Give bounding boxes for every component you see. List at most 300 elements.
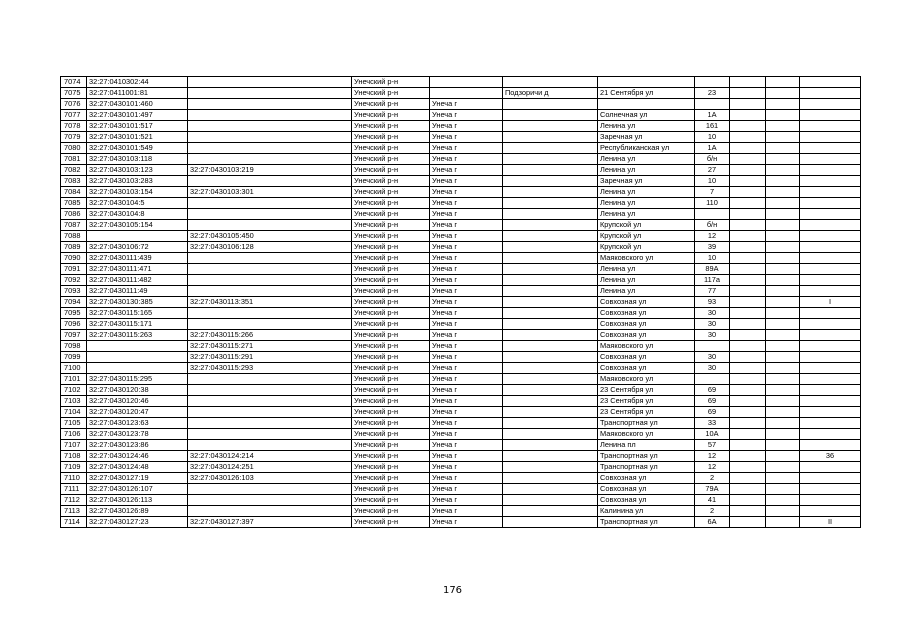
table-row — [61, 88, 861, 99]
table-row — [61, 374, 861, 385]
village-cell — [503, 187, 598, 198]
street-cell: Маяковского ул — [598, 341, 695, 352]
village-cell — [503, 220, 598, 231]
table-row — [61, 385, 861, 396]
extra-cell-2 — [766, 495, 800, 506]
extra-cell-3 — [800, 132, 861, 143]
row-number-cell: 7107 — [61, 440, 87, 451]
district-cell: Унечский р-н — [352, 165, 430, 176]
city-cell: Унеча г — [430, 297, 503, 308]
row-number-cell: 7075 — [61, 88, 87, 99]
extra-cell-2 — [766, 231, 800, 242]
city-cell: Унеча г — [430, 506, 503, 517]
extra-cell-1 — [730, 176, 766, 187]
cadastral-number-cell: 32:27:0430120:46 — [87, 396, 188, 407]
cadastral-number-cell: 32:27:0430115:295 — [87, 374, 188, 385]
city-cell: Унеча г — [430, 209, 503, 220]
street-cell: Совхозная ул — [598, 319, 695, 330]
house-number-cell: б/н — [695, 220, 730, 231]
cadastral-number-cell: 32:27:0430115:171 — [87, 319, 188, 330]
district-cell: Унечский р-н — [352, 198, 430, 209]
extra-cell-3 — [800, 286, 861, 297]
city-cell: Унеча г — [430, 99, 503, 110]
cadastral-number-cell: 32:27:0430101:549 — [87, 143, 188, 154]
extra-cell-3 — [800, 462, 861, 473]
extra-cell-3 — [800, 319, 861, 330]
street-cell: 23 Сентября ул — [598, 407, 695, 418]
parent-cadastral-cell — [188, 99, 352, 110]
district-cell: Унечский р-н — [352, 110, 430, 121]
house-number-cell: 2 — [695, 506, 730, 517]
row-number-cell: 7082 — [61, 165, 87, 176]
district-cell: Унечский р-н — [352, 319, 430, 330]
table-row — [61, 363, 861, 374]
city-cell: Унеча г — [430, 143, 503, 154]
extra-cell-1 — [730, 429, 766, 440]
extra-cell-2 — [766, 187, 800, 198]
house-number-cell: 30 — [695, 319, 730, 330]
village-cell — [503, 451, 598, 462]
extra-cell-2 — [766, 275, 800, 286]
street-cell: Совхозная ул — [598, 308, 695, 319]
extra-cell-2 — [766, 99, 800, 110]
parent-cadastral-cell: 32:27:0430115:291 — [188, 352, 352, 363]
district-cell: Унечский р-н — [352, 286, 430, 297]
table-row — [61, 440, 861, 451]
row-number-cell: 7095 — [61, 308, 87, 319]
cadastral-number-cell: 32:27:0411001:81 — [87, 88, 188, 99]
table-row — [61, 121, 861, 132]
row-number-cell: 7086 — [61, 209, 87, 220]
house-number-cell: 89А — [695, 264, 730, 275]
extra-cell-1 — [730, 264, 766, 275]
row-number-cell: 7094 — [61, 297, 87, 308]
table-row — [61, 506, 861, 517]
extra-cell-2 — [766, 264, 800, 275]
table-row — [61, 231, 861, 242]
house-number-cell: 93 — [695, 297, 730, 308]
table-row — [61, 429, 861, 440]
extra-cell-1 — [730, 484, 766, 495]
house-number-cell: 10 — [695, 176, 730, 187]
parent-cadastral-cell — [188, 374, 352, 385]
table-row — [61, 517, 861, 528]
parent-cadastral-cell — [188, 121, 352, 132]
house-number-cell: 57 — [695, 440, 730, 451]
district-cell: Унечский р-н — [352, 451, 430, 462]
extra-cell-2 — [766, 429, 800, 440]
district-cell: Унечский р-н — [352, 396, 430, 407]
house-number-cell: 1А — [695, 110, 730, 121]
district-cell: Унечский р-н — [352, 352, 430, 363]
page-number: 176 — [442, 585, 463, 596]
table-row — [61, 352, 861, 363]
extra-cell-1 — [730, 209, 766, 220]
district-cell: Унечский р-н — [352, 275, 430, 286]
row-number-cell: 7109 — [61, 462, 87, 473]
street-cell: Крупской ул — [598, 242, 695, 253]
district-cell: Унечский р-н — [352, 385, 430, 396]
parent-cadastral-cell: 32:27:0430106:128 — [188, 242, 352, 253]
village-cell — [503, 418, 598, 429]
extra-cell-3 — [800, 209, 861, 220]
house-number-cell: 12 — [695, 462, 730, 473]
village-cell — [503, 154, 598, 165]
cadastral-number-cell: 32:27:0430103:154 — [87, 187, 188, 198]
district-cell: Унечский р-н — [352, 242, 430, 253]
city-cell: Унеча г — [430, 264, 503, 275]
extra-cell-3 — [800, 121, 861, 132]
street-cell: Ленина ул — [598, 198, 695, 209]
city-cell: Унеча г — [430, 484, 503, 495]
extra-cell-1 — [730, 451, 766, 462]
street-cell: Транспортная ул — [598, 462, 695, 473]
district-cell: Унечский р-н — [352, 473, 430, 484]
village-cell — [503, 341, 598, 352]
street-cell: Маяковского ул — [598, 429, 695, 440]
extra-cell-2 — [766, 77, 800, 88]
cadastral-number-cell: 32:27:0430111:471 — [87, 264, 188, 275]
table-row — [61, 275, 861, 286]
extra-cell-2 — [766, 88, 800, 99]
village-cell — [503, 429, 598, 440]
row-number-cell: 7080 — [61, 143, 87, 154]
extra-cell-2 — [766, 407, 800, 418]
city-cell: Унеча г — [430, 396, 503, 407]
cadastral-number-cell: 32:27:0430123:86 — [87, 440, 188, 451]
house-number-cell — [695, 99, 730, 110]
street-cell: Совхозная ул — [598, 495, 695, 506]
street-cell: Республиканская ул — [598, 143, 695, 154]
extra-cell-1 — [730, 517, 766, 528]
row-number-cell: 7096 — [61, 319, 87, 330]
parent-cadastral-cell: 32:27:0430124:251 — [188, 462, 352, 473]
extra-cell-1 — [730, 506, 766, 517]
district-cell: Унечский р-н — [352, 330, 430, 341]
cadastral-number-cell: 32:27:0430130:385 — [87, 297, 188, 308]
row-number-cell: 7090 — [61, 253, 87, 264]
district-cell: Унечский р-н — [352, 407, 430, 418]
city-cell: Унеча г — [430, 286, 503, 297]
extra-cell-1 — [730, 275, 766, 286]
village-cell — [503, 319, 598, 330]
village-cell — [503, 363, 598, 374]
district-cell: Унечский р-н — [352, 143, 430, 154]
extra-cell-3 — [800, 77, 861, 88]
table-row — [61, 418, 861, 429]
parent-cadastral-cell — [188, 264, 352, 275]
extra-cell-3: I — [800, 297, 861, 308]
cadastral-number-cell: 32:27:0430103:118 — [87, 154, 188, 165]
row-number-cell: 7092 — [61, 275, 87, 286]
extra-cell-3 — [800, 264, 861, 275]
parent-cadastral-cell — [188, 253, 352, 264]
village-cell — [503, 121, 598, 132]
house-number-cell: 10А — [695, 429, 730, 440]
extra-cell-2 — [766, 473, 800, 484]
extra-cell-3 — [800, 231, 861, 242]
table-row — [61, 330, 861, 341]
parent-cadastral-cell — [188, 77, 352, 88]
district-cell: Унечский р-н — [352, 495, 430, 506]
parent-cadastral-cell — [188, 275, 352, 286]
street-cell: 23 Сентября ул — [598, 396, 695, 407]
extra-cell-3 — [800, 473, 861, 484]
table-row — [61, 110, 861, 121]
district-cell: Унечский р-н — [352, 176, 430, 187]
extra-cell-3 — [800, 308, 861, 319]
table-row — [61, 253, 861, 264]
street-cell: Маяковского ул — [598, 374, 695, 385]
city-cell: Унеча г — [430, 132, 503, 143]
cadastral-number-cell: 32:27:0430120:38 — [87, 385, 188, 396]
village-cell — [503, 176, 598, 187]
street-cell: Совхозная ул — [598, 473, 695, 484]
table-row — [61, 264, 861, 275]
village-cell — [503, 330, 598, 341]
house-number-cell: б/н — [695, 154, 730, 165]
row-number-cell: 7085 — [61, 198, 87, 209]
table-row — [61, 308, 861, 319]
street-cell: Совхозная ул — [598, 363, 695, 374]
extra-cell-3 — [800, 495, 861, 506]
row-number-cell: 7111 — [61, 484, 87, 495]
table-row — [61, 220, 861, 231]
house-number-cell: 10 — [695, 253, 730, 264]
cadastral-number-cell: 32:27:0430104:5 — [87, 198, 188, 209]
house-number-cell: 30 — [695, 352, 730, 363]
street-cell: Заречная ул — [598, 132, 695, 143]
street-cell: Ленина ул — [598, 165, 695, 176]
city-cell: Унеча г — [430, 418, 503, 429]
row-number-cell: 7112 — [61, 495, 87, 506]
cadastral-number-cell: 32:27:0430115:165 — [87, 308, 188, 319]
district-cell: Унечский р-н — [352, 264, 430, 275]
village-cell — [503, 275, 598, 286]
parent-cadastral-cell: 32:27:0430127:397 — [188, 517, 352, 528]
district-cell: Унечский р-н — [352, 363, 430, 374]
cadastral-number-cell: 32:27:0430104:8 — [87, 209, 188, 220]
street-cell: Солнечная ул — [598, 110, 695, 121]
parent-cadastral-cell: 32:27:0430115:266 — [188, 330, 352, 341]
house-number-cell: 161 — [695, 121, 730, 132]
cadastral-number-cell: 32:27:0430126:107 — [87, 484, 188, 495]
table-row — [61, 187, 861, 198]
extra-cell-2 — [766, 385, 800, 396]
parent-cadastral-cell — [188, 110, 352, 121]
extra-cell-3 — [800, 253, 861, 264]
cadastral-number-cell: 32:27:0430105:154 — [87, 220, 188, 231]
row-number-cell: 7113 — [61, 506, 87, 517]
extra-cell-3 — [800, 330, 861, 341]
extra-cell-2 — [766, 220, 800, 231]
parent-cadastral-cell — [188, 308, 352, 319]
street-cell: Совхозная ул — [598, 484, 695, 495]
district-cell: Унечский р-н — [352, 253, 430, 264]
extra-cell-2 — [766, 176, 800, 187]
house-number-cell: 30 — [695, 330, 730, 341]
parent-cadastral-cell: 32:27:0430113:351 — [188, 297, 352, 308]
house-number-cell: 69 — [695, 407, 730, 418]
row-number-cell: 7103 — [61, 396, 87, 407]
city-cell: Унеча г — [430, 110, 503, 121]
table-row — [61, 297, 861, 308]
village-cell — [503, 396, 598, 407]
city-cell: Унеча г — [430, 440, 503, 451]
house-number-cell: 6А — [695, 517, 730, 528]
district-cell: Унечский р-н — [352, 88, 430, 99]
street-cell: Калинина ул — [598, 506, 695, 517]
extra-cell-1 — [730, 99, 766, 110]
extra-cell-2 — [766, 352, 800, 363]
extra-cell-3 — [800, 187, 861, 198]
row-number-cell: 7114 — [61, 517, 87, 528]
extra-cell-1 — [730, 165, 766, 176]
house-number-cell — [695, 77, 730, 88]
row-number-cell: 7087 — [61, 220, 87, 231]
parent-cadastral-cell: 32:27:0430103:219 — [188, 165, 352, 176]
cadastral-number-cell: 32:27:0430111:439 — [87, 253, 188, 264]
village-cell — [503, 484, 598, 495]
extra-cell-3 — [800, 484, 861, 495]
parent-cadastral-cell — [188, 154, 352, 165]
city-cell: Унеча г — [430, 231, 503, 242]
cadastral-number-cell: 32:27:0430123:63 — [87, 418, 188, 429]
city-cell: Унеча г — [430, 517, 503, 528]
district-cell: Унечский р-н — [352, 132, 430, 143]
city-cell: Унеча г — [430, 429, 503, 440]
row-number-cell: 7081 — [61, 154, 87, 165]
extra-cell-3 — [800, 88, 861, 99]
city-cell: Унеча г — [430, 407, 503, 418]
city-cell: Унеча г — [430, 154, 503, 165]
city-cell: Унеча г — [430, 330, 503, 341]
extra-cell-2 — [766, 462, 800, 473]
cadastral-number-cell: 32:27:0410302:44 — [87, 77, 188, 88]
village-cell — [503, 462, 598, 473]
extra-cell-1 — [730, 187, 766, 198]
house-number-cell: 10 — [695, 132, 730, 143]
parent-cadastral-cell: 32:27:0430115:271 — [188, 341, 352, 352]
district-cell: Унечский р-н — [352, 154, 430, 165]
row-number-cell: 7101 — [61, 374, 87, 385]
house-number-cell: 79А — [695, 484, 730, 495]
street-cell: Совхозная ул — [598, 297, 695, 308]
extra-cell-2 — [766, 484, 800, 495]
street-cell: Транспортная ул — [598, 517, 695, 528]
house-number-cell: 30 — [695, 308, 730, 319]
street-cell: Ленина ул — [598, 154, 695, 165]
city-cell: Унеча г — [430, 473, 503, 484]
table-row — [61, 473, 861, 484]
cadastral-number-cell: 32:27:0430101:497 — [87, 110, 188, 121]
cadastral-number-cell: 32:27:0430123:78 — [87, 429, 188, 440]
row-number-cell: 7078 — [61, 121, 87, 132]
street-cell: 23 Сентября ул — [598, 385, 695, 396]
village-cell: Подзоричи д — [503, 88, 598, 99]
extra-cell-1 — [730, 198, 766, 209]
extra-cell-2 — [766, 198, 800, 209]
row-number-cell: 7099 — [61, 352, 87, 363]
parent-cadastral-cell — [188, 418, 352, 429]
district-cell: Унечский р-н — [352, 517, 430, 528]
parent-cadastral-cell — [188, 396, 352, 407]
city-cell: Унеча г — [430, 165, 503, 176]
street-cell: Совхозная ул — [598, 330, 695, 341]
village-cell — [503, 473, 598, 484]
row-number-cell: 7105 — [61, 418, 87, 429]
district-cell: Унечский р-н — [352, 220, 430, 231]
street-cell: Транспортная ул — [598, 451, 695, 462]
extra-cell-3: 36 — [800, 451, 861, 462]
extra-cell-1 — [730, 396, 766, 407]
cadastral-number-cell: 32:27:0430126:89 — [87, 506, 188, 517]
village-cell — [503, 308, 598, 319]
extra-cell-1 — [730, 319, 766, 330]
extra-cell-2 — [766, 242, 800, 253]
cadastral-number-cell: 32:27:0430103:123 — [87, 165, 188, 176]
extra-cell-3 — [800, 165, 861, 176]
extra-cell-3 — [800, 275, 861, 286]
village-cell — [503, 231, 598, 242]
street-cell: 21 Сентября ул — [598, 88, 695, 99]
village-cell — [503, 198, 598, 209]
village-cell — [503, 440, 598, 451]
village-cell — [503, 352, 598, 363]
table-row — [61, 77, 861, 88]
table-row — [61, 451, 861, 462]
row-number-cell: 7106 — [61, 429, 87, 440]
parent-cadastral-cell — [188, 385, 352, 396]
district-cell: Унечский р-н — [352, 440, 430, 451]
extra-cell-2 — [766, 165, 800, 176]
city-cell: Унеча г — [430, 176, 503, 187]
district-cell: Унечский р-н — [352, 429, 430, 440]
cadastral-number-cell: 32:27:0430120:47 — [87, 407, 188, 418]
cadastral-number-cell — [87, 231, 188, 242]
cadastral-number-cell — [87, 352, 188, 363]
cadastral-number-cell: 32:27:0430111:49 — [87, 286, 188, 297]
village-cell — [503, 242, 598, 253]
cadastral-number-cell: 32:27:0430106:72 — [87, 242, 188, 253]
village-cell — [503, 374, 598, 385]
extra-cell-2 — [766, 319, 800, 330]
cadastral-number-cell: 32:27:0430124:46 — [87, 451, 188, 462]
table-body — [61, 77, 861, 528]
city-cell: Унеча г — [430, 341, 503, 352]
extra-cell-3 — [800, 363, 861, 374]
parent-cadastral-cell — [188, 319, 352, 330]
parent-cadastral-cell — [188, 407, 352, 418]
house-number-cell: 33 — [695, 418, 730, 429]
street-cell: Ленина ул — [598, 275, 695, 286]
extra-cell-1 — [730, 473, 766, 484]
extra-cell-1 — [730, 286, 766, 297]
city-cell: Унеча г — [430, 385, 503, 396]
parent-cadastral-cell — [188, 440, 352, 451]
city-cell — [430, 88, 503, 99]
district-cell: Унечский р-н — [352, 99, 430, 110]
table-row — [61, 286, 861, 297]
extra-cell-1 — [730, 143, 766, 154]
street-cell: Ленина ул — [598, 286, 695, 297]
extra-cell-3 — [800, 352, 861, 363]
street-cell: Маяковского ул — [598, 253, 695, 264]
cadastral-number-cell: 32:27:0430101:521 — [87, 132, 188, 143]
city-cell: Унеча г — [430, 198, 503, 209]
row-number-cell: 7074 — [61, 77, 87, 88]
extra-cell-3 — [800, 341, 861, 352]
